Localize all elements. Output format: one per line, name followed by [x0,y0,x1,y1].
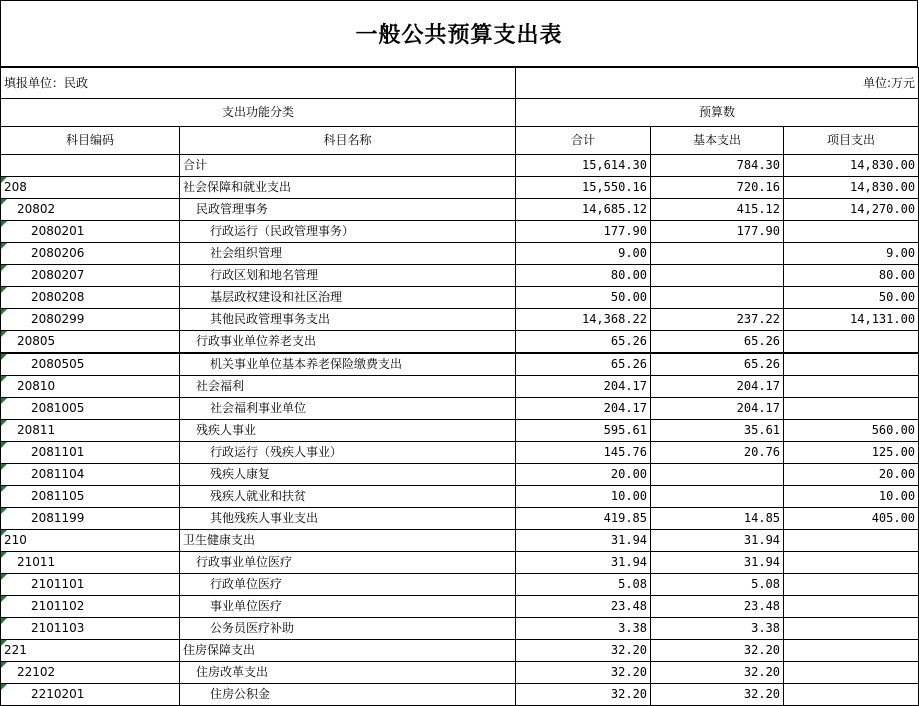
project-cell[interactable]: 10.00 [784,486,919,508]
name-cell[interactable]: 事业单位医疗 [180,596,516,618]
name-cell[interactable]: 社会福利事业单位 [180,398,516,420]
total-cell[interactable]: 177.90 [516,221,651,243]
basic-header: 基本支出 [651,127,784,155]
basic-cell[interactable]: 23.48 [651,596,784,618]
table-row[interactable] [1,640,919,662]
header-row-2 [1,127,919,155]
code-cell[interactable]: 2080206 [1,243,180,265]
total-cell[interactable]: 32.20 [516,640,651,662]
project-cell[interactable] [784,552,919,574]
basic-cell[interactable] [651,243,784,265]
table-row[interactable] [1,508,919,530]
code-cell[interactable]: 2081104 [1,464,180,486]
code-cell[interactable]: 2080201 [1,221,180,243]
name-cell[interactable]: 行政运行（民政管理事务） [180,221,516,243]
total-cell[interactable]: 145.76 [516,442,651,464]
basic-cell[interactable]: 31.94 [651,530,784,552]
table-row[interactable] [1,309,919,331]
name-cell[interactable]: 行政区划和地名管理 [180,265,516,287]
name-cell[interactable]: 合计 [180,155,516,177]
name-cell[interactable]: 残疾人康复 [180,464,516,486]
basic-cell[interactable]: 20.76 [651,442,784,464]
name-cell[interactable]: 住房改革支出 [180,662,516,684]
code-cell[interactable]: 2080299 [1,309,180,331]
name-cell[interactable]: 机关事业单位基本养老保险缴费支出 [180,353,516,376]
total-cell[interactable]: 50.00 [516,287,651,309]
name-cell[interactable]: 基层政权建设和社区治理 [180,287,516,309]
code-cell[interactable]: 2101103 [1,618,180,640]
project-cell[interactable] [784,640,919,662]
project-cell[interactable] [784,331,919,354]
code-cell[interactable]: 2081199 [1,508,180,530]
code-cell[interactable]: 210 [1,530,180,552]
total-cell[interactable]: 9.00 [516,243,651,265]
total-cell[interactable]: 80.00 [516,265,651,287]
total-cell[interactable]: 14,685.12 [516,199,651,221]
code-cell[interactable]: 208 [1,177,180,199]
code-cell[interactable]: 2081101 [1,442,180,464]
name-cell[interactable]: 其他残疾人事业支出 [180,508,516,530]
project-cell[interactable]: 80.00 [784,265,919,287]
code-cell[interactable]: 20810 [1,376,180,398]
reporting-unit: 填报单位：民政 [1,68,516,99]
table-row[interactable] [1,221,919,243]
table-row[interactable] [1,287,919,309]
basic-cell[interactable]: 65.26 [651,331,784,354]
name-cell[interactable]: 社会保障和就业支出 [180,177,516,199]
basic-cell[interactable]: 31.94 [651,552,784,574]
table-row[interactable] [1,574,919,596]
project-cell[interactable] [784,221,919,243]
total-cell[interactable]: 204.17 [516,376,651,398]
function-class-header: 支出功能分类 [1,99,516,127]
table-row[interactable] [1,662,919,684]
name-cell[interactable]: 行政事业单位医疗 [180,552,516,574]
project-cell[interactable] [784,398,919,420]
project-cell[interactable]: 405.00 [784,508,919,530]
basic-cell[interactable] [651,486,784,508]
basic-cell[interactable]: 32.20 [651,662,784,684]
code-cell[interactable]: 2101101 [1,574,180,596]
info-row [1,68,919,99]
currency-unit: 单位:万元 [516,68,919,99]
code-cell[interactable]: 22102 [1,662,180,684]
code-cell[interactable]: 2101102 [1,596,180,618]
total-cell[interactable]: 31.94 [516,530,651,552]
table-row[interactable] [1,486,919,508]
total-cell[interactable]: 10.00 [516,486,651,508]
total-cell[interactable]: 31.94 [516,552,651,574]
project-cell[interactable] [784,662,919,684]
code-cell[interactable]: 2080207 [1,265,180,287]
basic-cell[interactable]: 3.38 [651,618,784,640]
total-cell[interactable]: 15,550.16 [516,177,651,199]
project-cell[interactable]: 50.00 [784,287,919,309]
table-row[interactable] [1,353,919,376]
budget-header: 预算数 [516,99,919,127]
table-row[interactable] [1,243,919,265]
table-row[interactable] [1,420,919,442]
name-cell[interactable]: 残疾人事业 [180,420,516,442]
basic-cell[interactable]: 415.12 [651,199,784,221]
project-cell[interactable] [784,353,919,376]
project-cell[interactable]: 9.00 [784,243,919,265]
total-cell[interactable]: 32.20 [516,662,651,684]
name-cell[interactable]: 公务员医疗补助 [180,618,516,640]
name-cell[interactable]: 民政管理事务 [180,199,516,221]
table-row[interactable] [1,398,919,420]
basic-cell[interactable]: 65.26 [651,353,784,376]
code-cell[interactable]: 2210201 [1,684,180,706]
project-cell[interactable]: 20.00 [784,464,919,486]
table-row[interactable] [1,618,919,640]
basic-cell[interactable]: 14.85 [651,508,784,530]
basic-cell[interactable]: 32.20 [651,684,784,706]
total-cell[interactable]: 3.38 [516,618,651,640]
name-cell[interactable]: 行政单位医疗 [180,574,516,596]
code-cell[interactable]: 221 [1,640,180,662]
budget-table [0,67,919,706]
basic-cell[interactable] [651,464,784,486]
basic-cell[interactable]: 204.17 [651,398,784,420]
code-cell[interactable]: 20811 [1,420,180,442]
total-cell[interactable]: 65.26 [516,331,651,354]
project-cell[interactable] [784,596,919,618]
project-cell[interactable]: 14,270.00 [784,199,919,221]
basic-cell[interactable]: 32.20 [651,640,784,662]
table-row[interactable] [1,464,919,486]
total-header: 合计 [516,127,651,155]
total-cell[interactable]: 32.20 [516,684,651,706]
total-cell[interactable]: 23.48 [516,596,651,618]
project-cell[interactable] [784,618,919,640]
table-row[interactable] [1,442,919,464]
code-cell[interactable]: 2081105 [1,486,180,508]
total-cell[interactable]: 419.85 [516,508,651,530]
table-row[interactable] [1,552,919,574]
name-cell[interactable]: 行政运行（残疾人事业） [180,442,516,464]
basic-cell[interactable]: 204.17 [651,376,784,398]
name-cell[interactable]: 住房公积金 [180,684,516,706]
name-cell[interactable]: 社会组织管理 [180,243,516,265]
total-cell[interactable]: 204.17 [516,398,651,420]
table-row[interactable] [1,199,919,221]
table-row[interactable] [1,177,919,199]
table-row[interactable] [1,376,919,398]
name-cell[interactable]: 社会福利 [180,376,516,398]
code-cell[interactable] [1,155,180,177]
basic-cell[interactable]: 237.22 [651,309,784,331]
code-cell[interactable]: 20802 [1,199,180,221]
table-row[interactable] [1,596,919,618]
basic-cell[interactable]: 35.61 [651,420,784,442]
basic-cell[interactable]: 784.30 [651,155,784,177]
table-row[interactable] [1,530,919,552]
basic-cell[interactable] [651,265,784,287]
project-cell[interactable]: 14,830.00 [784,177,919,199]
name-cell[interactable]: 其他民政管理事务支出 [180,309,516,331]
name-cell[interactable]: 住房保障支出 [180,640,516,662]
project-cell[interactable]: 560.00 [784,420,919,442]
project-cell[interactable] [784,376,919,398]
table-row[interactable] [1,265,919,287]
project-header: 项目支出 [784,127,919,155]
name-cell[interactable]: 行政事业单位养老支出 [180,331,516,354]
total-cell[interactable]: 20.00 [516,464,651,486]
basic-cell[interactable] [651,287,784,309]
page-title: 一般公共预算支出表 [0,0,918,67]
project-cell[interactable]: 14,830.00 [784,155,919,177]
basic-cell[interactable]: 177.90 [651,221,784,243]
project-cell[interactable] [784,684,919,706]
name-cell[interactable]: 残疾人就业和扶贫 [180,486,516,508]
table-row[interactable] [1,331,919,354]
header-row-1 [1,99,919,127]
code-cell[interactable]: 2080208 [1,287,180,309]
basic-cell[interactable]: 720.16 [651,177,784,199]
table-row[interactable] [1,684,919,706]
table-row[interactable] [1,155,919,177]
code-cell[interactable]: 21011 [1,552,180,574]
code-cell[interactable]: 2081005 [1,398,180,420]
name-header: 科目名称 [180,127,516,155]
code-cell[interactable]: 20805 [1,331,180,354]
project-cell[interactable] [784,574,919,596]
total-cell[interactable]: 14,368.22 [516,309,651,331]
project-cell[interactable]: 14,131.00 [784,309,919,331]
project-cell[interactable]: 125.00 [784,442,919,464]
name-cell[interactable]: 卫生健康支出 [180,530,516,552]
total-cell[interactable]: 15,614.30 [516,155,651,177]
total-cell[interactable]: 5.08 [516,574,651,596]
code-cell[interactable]: 2080505 [1,353,180,376]
total-cell[interactable]: 595.61 [516,420,651,442]
basic-cell[interactable]: 5.08 [651,574,784,596]
total-cell[interactable]: 65.26 [516,353,651,376]
project-cell[interactable] [784,530,919,552]
code-header: 科目编码 [1,127,180,155]
